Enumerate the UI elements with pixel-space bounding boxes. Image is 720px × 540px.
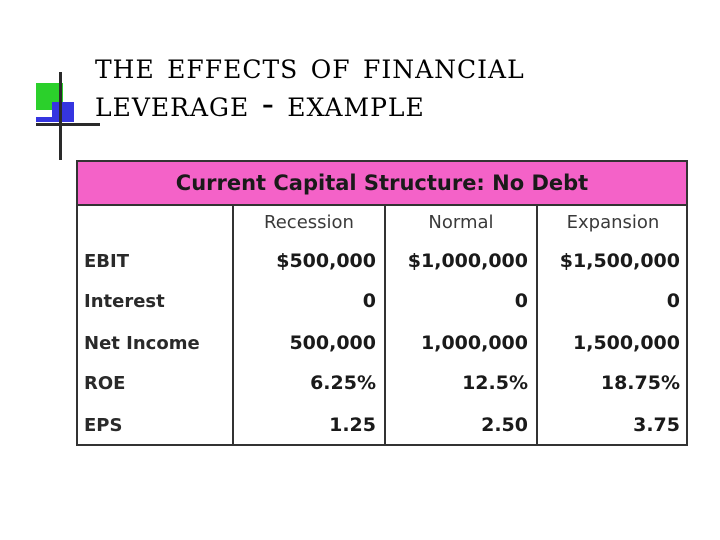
table-cell: 0 — [362, 290, 376, 312]
table-cell: 12.5% — [462, 372, 528, 394]
table-cell: 0 — [666, 290, 680, 312]
row-label-roe: ROE — [84, 373, 126, 394]
capital-structure-table — [76, 160, 688, 446]
table-cell: 1,000,000 — [421, 332, 528, 354]
table-cell: 2.50 — [481, 414, 528, 436]
vertical-line-decoration — [59, 72, 62, 160]
title-line-2: leverage - example — [95, 84, 425, 125]
column-divider — [536, 206, 538, 444]
title-line-1: the effects of financial — [95, 46, 525, 87]
table-cell: $500,000 — [276, 250, 376, 272]
table-cell: 0 — [514, 290, 528, 312]
blue-bar-decoration — [36, 117, 52, 122]
table-cell: 1.25 — [329, 414, 376, 436]
column-divider — [232, 206, 234, 444]
row-label-eps: EPS — [84, 415, 123, 436]
row-label-ebit: EBIT — [84, 251, 129, 272]
table-cell: $1,500,000 — [559, 250, 680, 272]
table-cell: 3.75 — [633, 414, 680, 436]
table-caption: Current Capital Structure: No Debt — [78, 162, 686, 206]
table-cell: 1,500,000 — [573, 332, 680, 354]
column-header-normal: Normal — [428, 212, 494, 233]
column-divider — [384, 206, 386, 444]
table-cell: 500,000 — [289, 332, 376, 354]
column-header-expansion: Expansion — [566, 212, 660, 233]
horizontal-line-decoration — [36, 123, 100, 126]
row-label-net-income: Net Income — [84, 333, 200, 354]
column-header-recession: Recession — [264, 212, 354, 233]
table-cell: 18.75% — [600, 372, 680, 394]
blue-square-decoration — [52, 102, 74, 122]
table-cell: 6.25% — [310, 372, 376, 394]
row-label-interest: Interest — [84, 291, 165, 312]
slide-title — [95, 48, 695, 124]
table-cell: $1,000,000 — [407, 250, 528, 272]
